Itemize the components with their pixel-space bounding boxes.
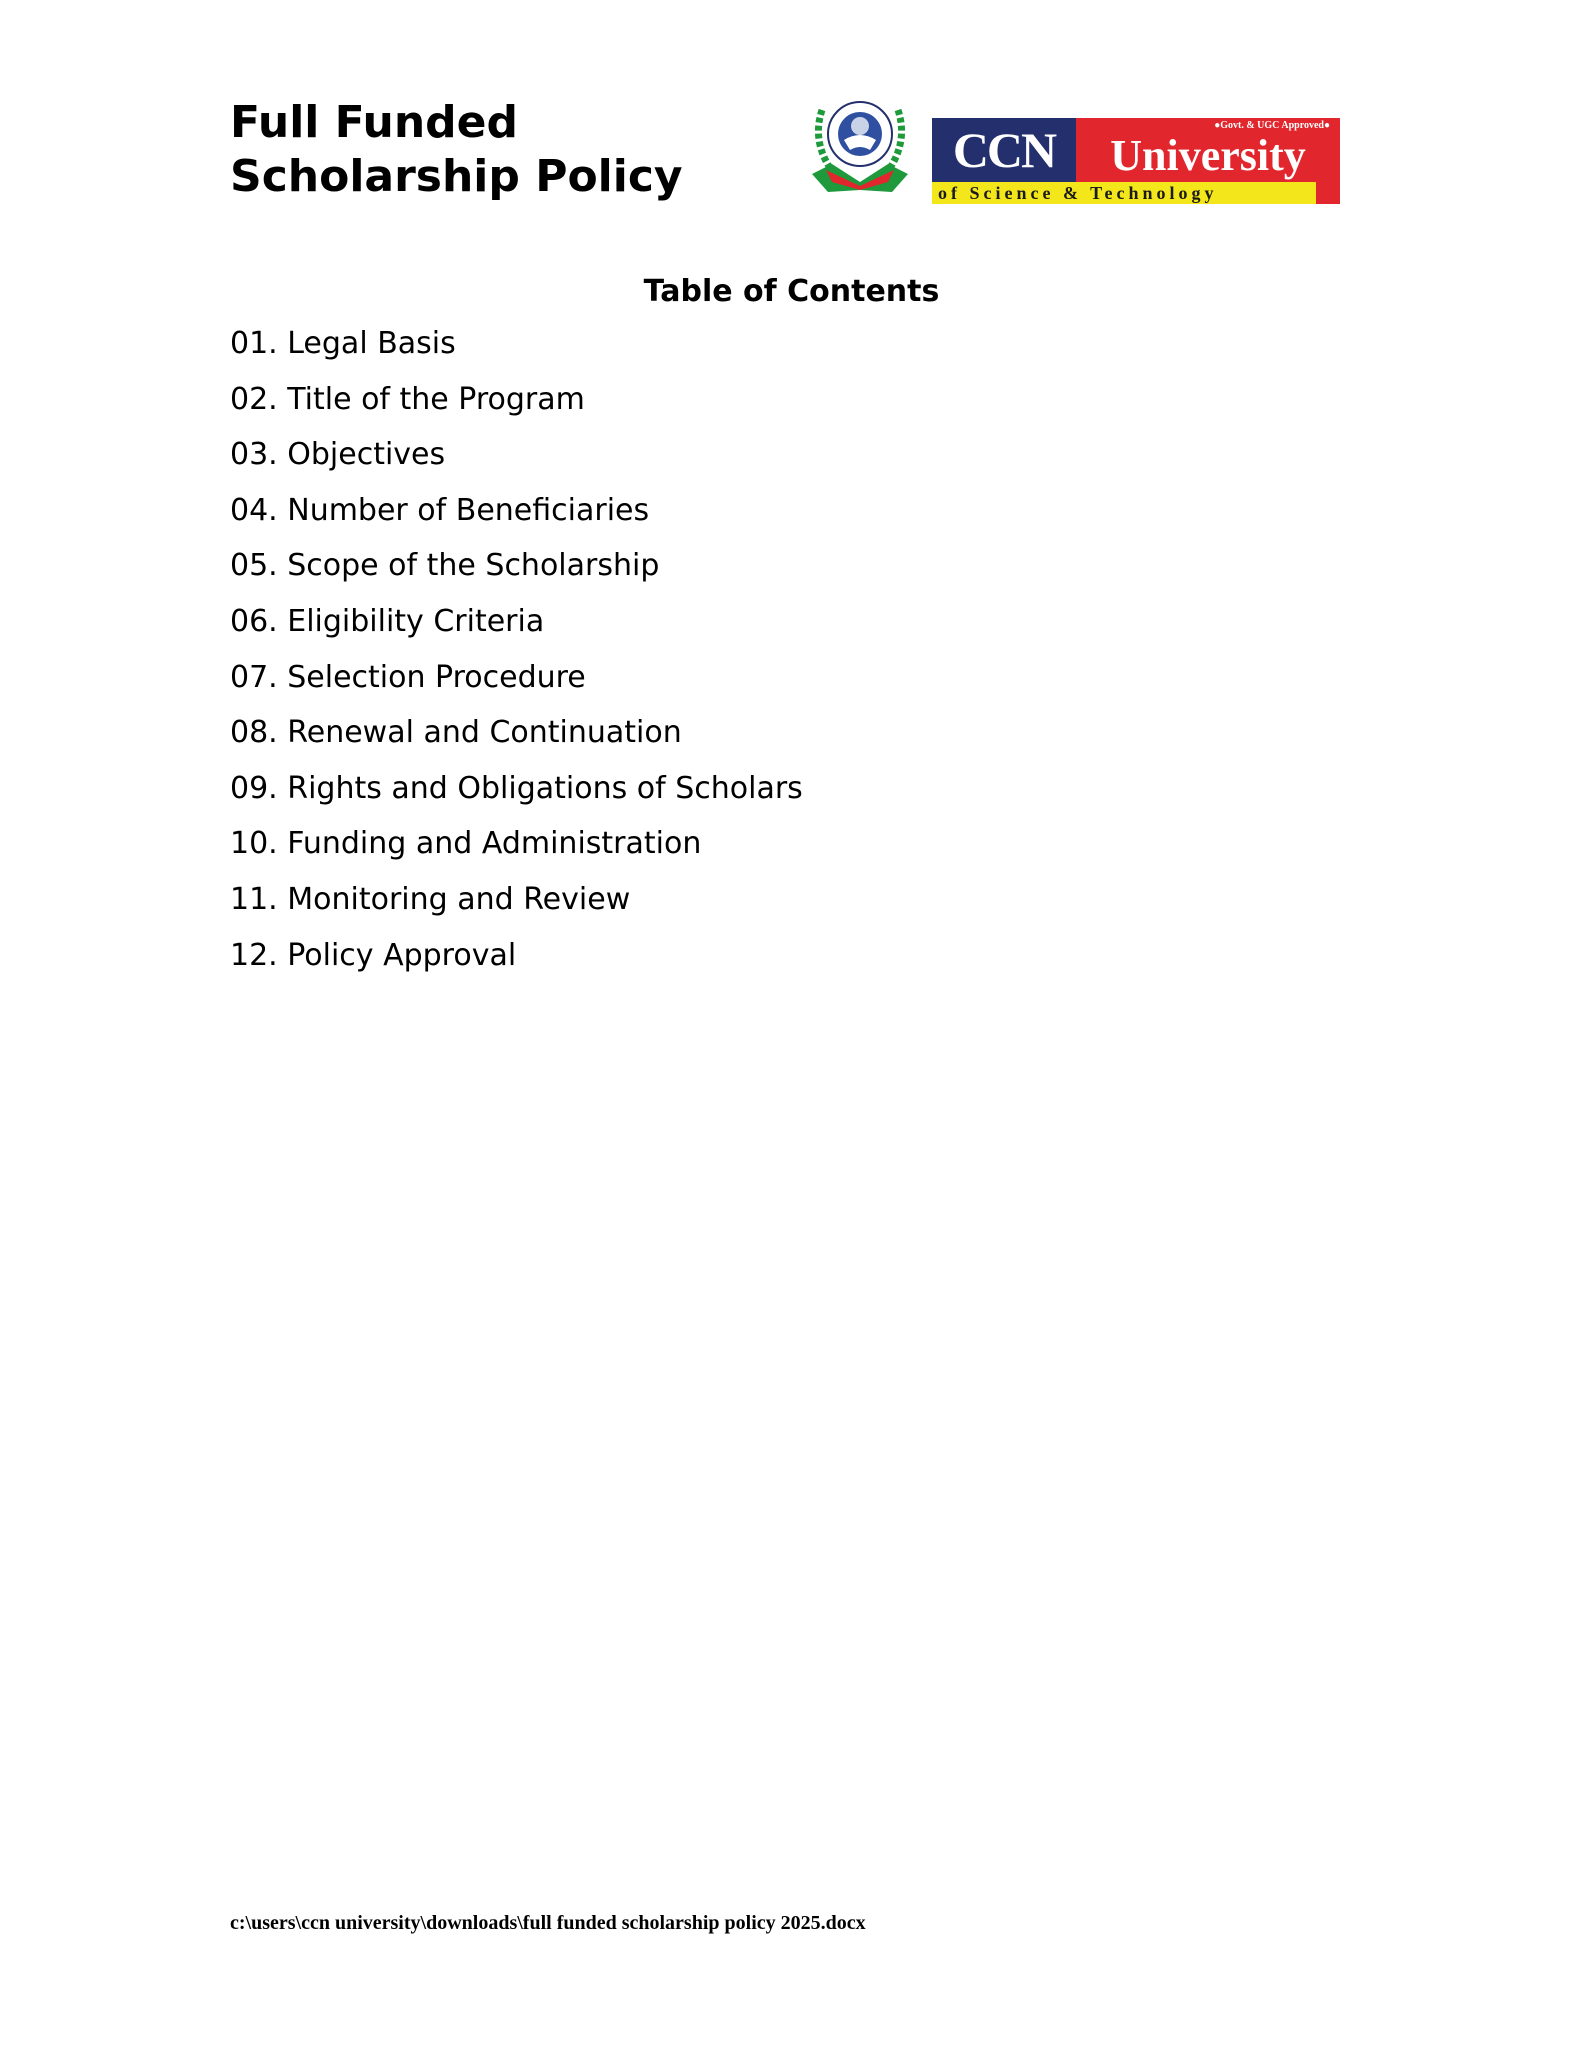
logo-university-text: University [1110, 131, 1306, 180]
toc-item: 03. Objectives [230, 437, 446, 473]
toc-item: 09. Rights and Obligations of Scholars [230, 770, 803, 806]
toc-item: 12. Policy Approval [230, 937, 517, 973]
footer-file-path: c:\users\ccn university\downloads\full funded scholarship policy 2025.docx [230, 1912, 866, 1934]
logo-subtitle: of Science & Technology [932, 182, 1316, 204]
university-seal-icon [808, 90, 912, 194]
toc-item: 11. Monitoring and Review [230, 881, 631, 917]
table-of-contents [230, 316, 803, 983]
document-title [230, 96, 683, 204]
toc-item: 08. Renewal and Continuation [230, 715, 682, 751]
logo-ccn: CCN [932, 118, 1076, 182]
toc-item: 02. Title of the Program [230, 381, 585, 417]
university-logo [800, 78, 1330, 206]
toc-heading-text: Table of Contents [643, 274, 940, 309]
toc-item: 07. Selection Procedure [230, 659, 586, 695]
logo-approved: ●Govt. & UGC Approved● [1214, 120, 1330, 131]
toc-item: 01. Legal Basis [230, 326, 456, 361]
title-line-2: Scholarship Policy [230, 151, 683, 202]
toc-item: 05. Scope of the Scholarship [230, 548, 660, 584]
toc-item: 10. Funding and Administration [230, 826, 702, 862]
toc-item: 06. Eligibility Criteria [230, 603, 545, 639]
logo-banner [932, 118, 1340, 204]
toc-item: 04. Number of Beneficiaries [230, 492, 650, 528]
title-line-1: Full Funded [230, 97, 519, 148]
toc-heading [0, 274, 1583, 310]
